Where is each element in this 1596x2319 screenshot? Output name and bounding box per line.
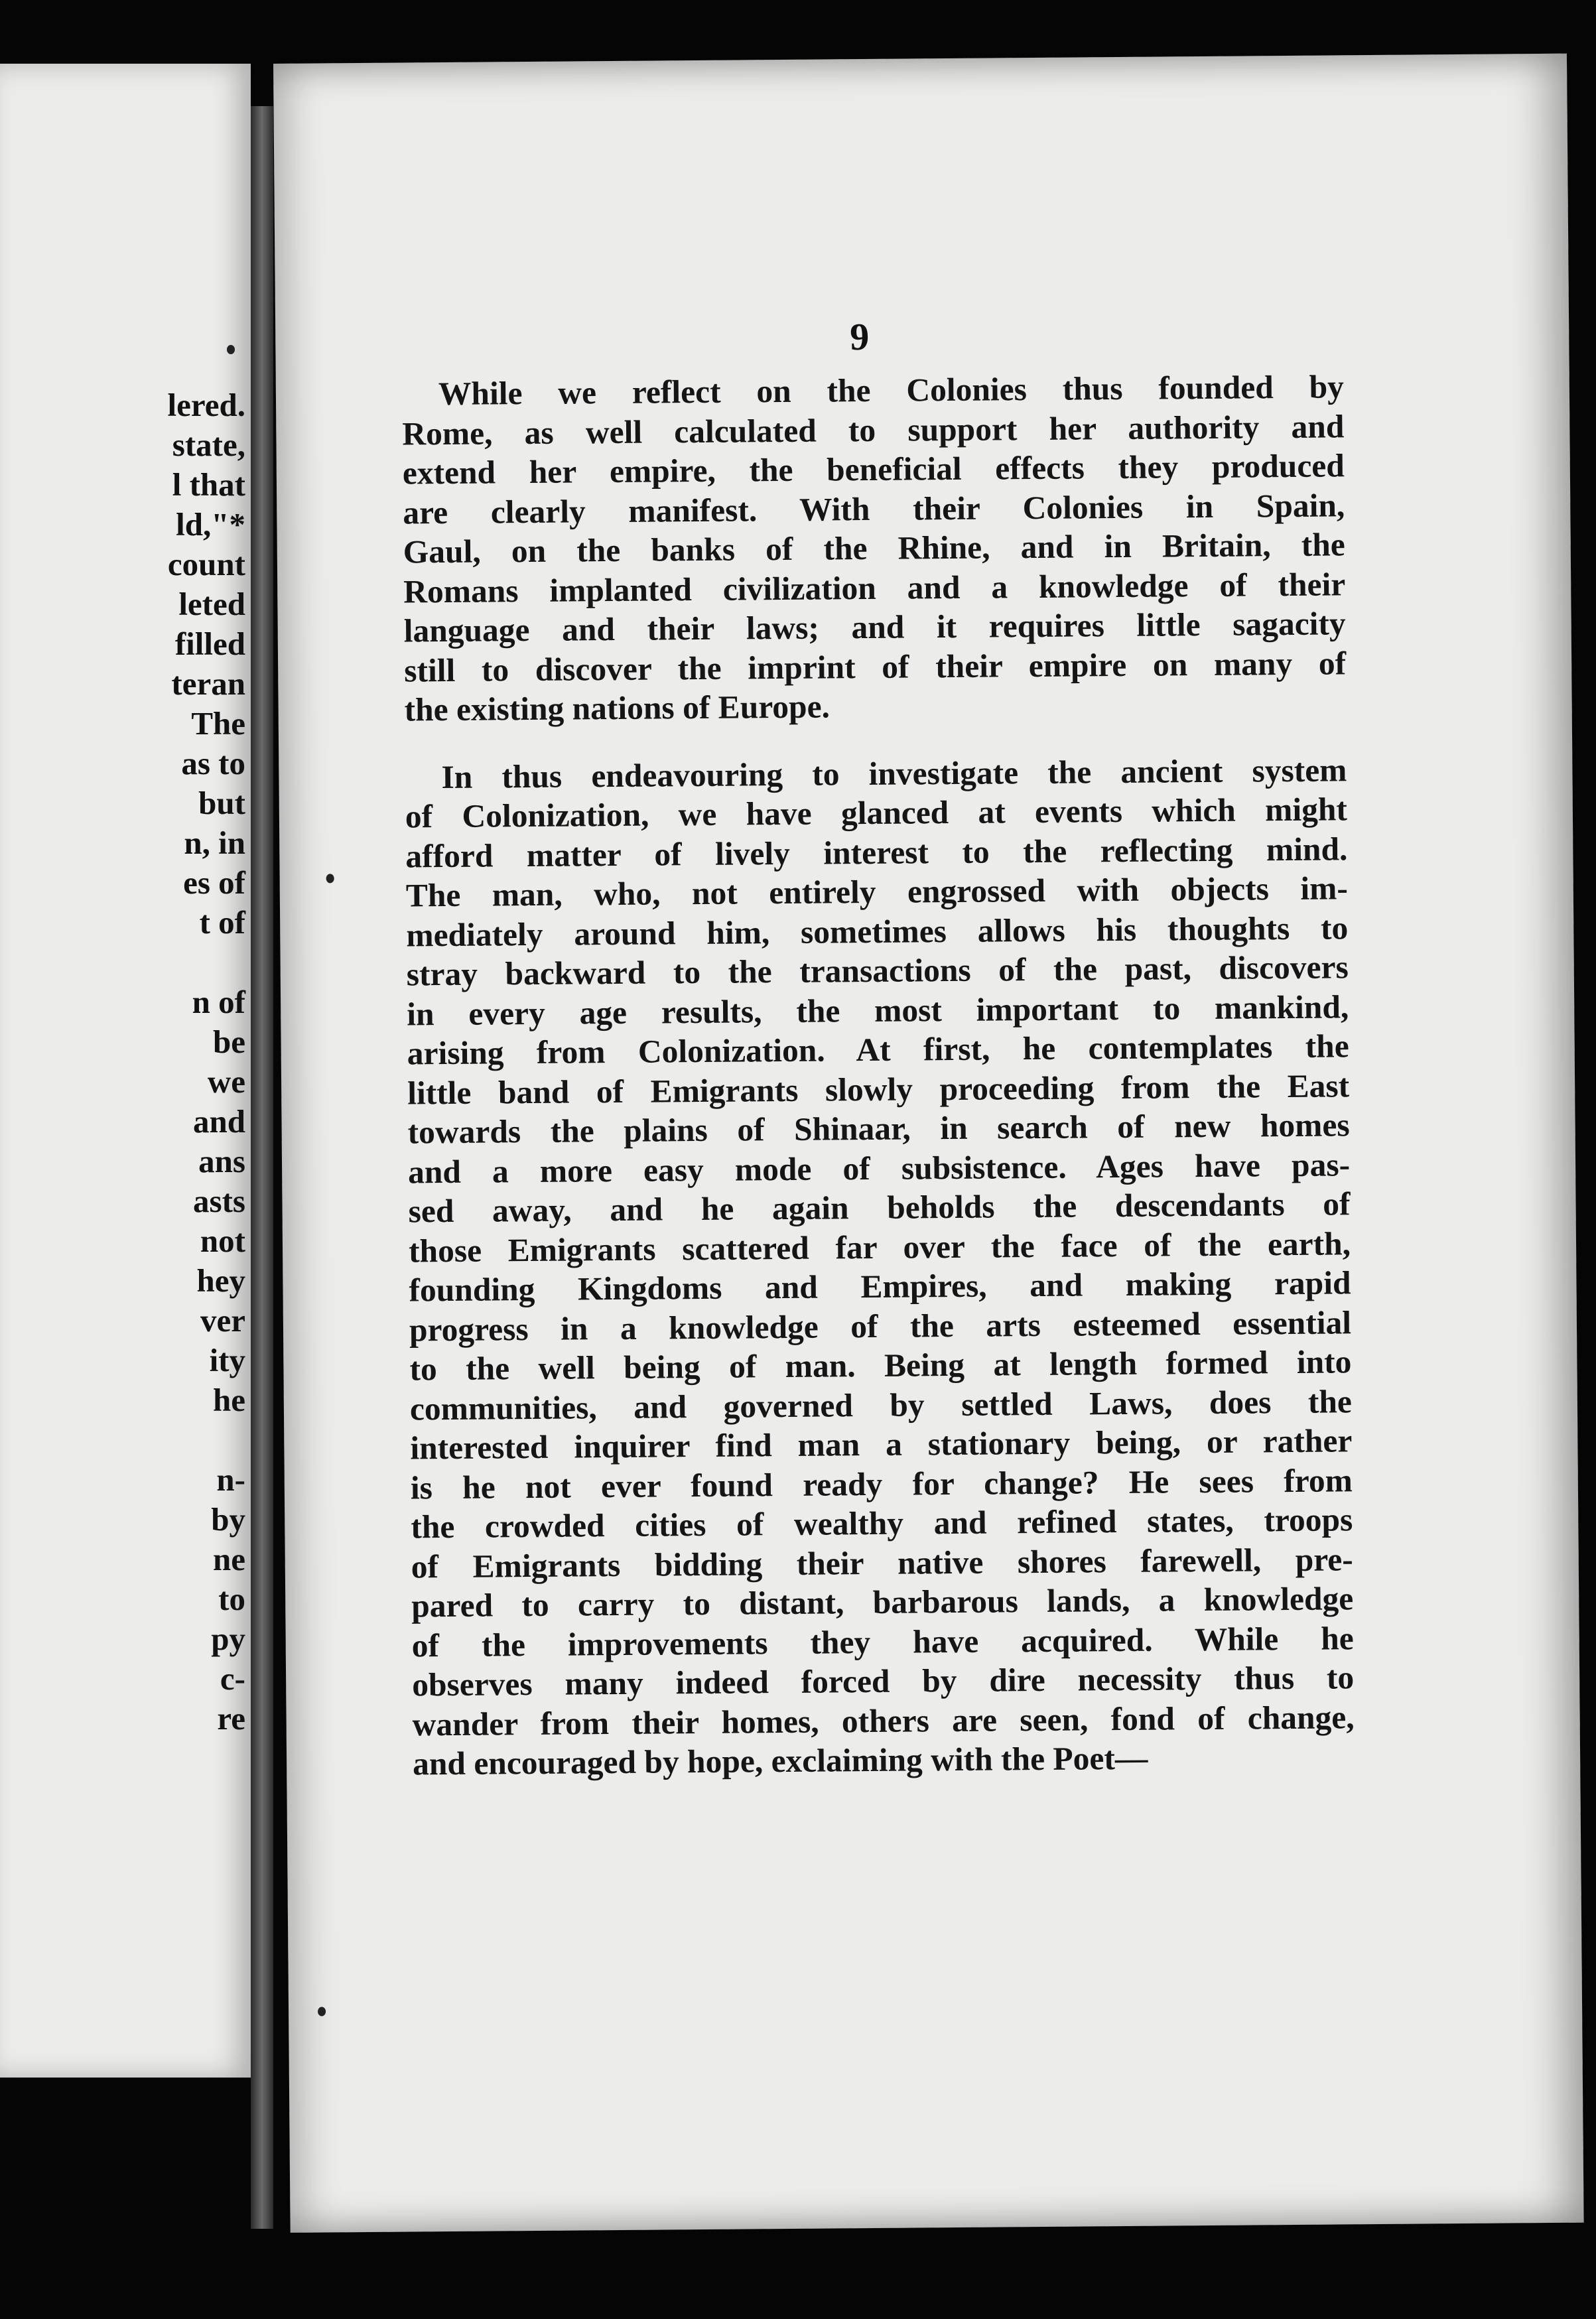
left-page-line: n, in bbox=[184, 825, 245, 861]
ink-speck bbox=[318, 2007, 326, 2016]
text-line: wander from their homes, others are seen, fond of change, bbox=[412, 1698, 1355, 1743]
text-line: and encouraged by hope, exclaiming with the Poet— bbox=[412, 1739, 1148, 1782]
left-page-line: count bbox=[167, 546, 245, 582]
text-line: Rome, as well calculated to support her authority and bbox=[402, 407, 1345, 452]
text-line: towards the plains of Shinaar, in search of new homes bbox=[407, 1106, 1350, 1151]
right-page bbox=[273, 54, 1584, 2233]
left-page-line: filled bbox=[174, 626, 245, 662]
text-line: arising from Colonization. At first, he contemplates the bbox=[407, 1027, 1349, 1072]
text-line: language and their laws; and it requires little sagacity bbox=[403, 605, 1346, 649]
left-page-line: to bbox=[218, 1581, 245, 1617]
left-page-line: we bbox=[207, 1063, 245, 1100]
text-line: are clearly manifest. With their Colonies in Spain, bbox=[403, 486, 1345, 531]
left-page-line: hey bbox=[196, 1262, 245, 1299]
left-page-line: l that bbox=[172, 466, 245, 503]
left-page-line: n- bbox=[216, 1461, 245, 1498]
text-line: of Emigrants bidding their native shores farewell, pre- bbox=[411, 1540, 1353, 1585]
text-line: interested inquirer find man a stationary being, or rather bbox=[410, 1422, 1353, 1467]
ink-speck bbox=[227, 345, 235, 354]
left-page-line: ans bbox=[198, 1143, 245, 1179]
text-line: of the improvements they have acquired. While he bbox=[411, 1619, 1354, 1664]
left-page-line: ne bbox=[213, 1541, 245, 1577]
text-line: stray backward to the transactions of the past, discovers bbox=[406, 949, 1349, 993]
text-line: progress in a knowledge of the arts esteemed essential bbox=[409, 1303, 1352, 1348]
text-line: In thus endeavouring to investigate the ancient system bbox=[441, 751, 1347, 795]
ink-speck bbox=[326, 874, 334, 883]
left-page-line: es of bbox=[183, 864, 245, 901]
left-page-line: n of bbox=[192, 984, 245, 1020]
left-page-line: asts bbox=[193, 1183, 245, 1219]
text-line: of Colonization, we have glanced at events which might bbox=[405, 791, 1348, 835]
text-line: mediately around him, sometimes allows his thoughts to bbox=[406, 909, 1349, 953]
text-line: still to discover the imprint of their empire on many of bbox=[403, 644, 1347, 689]
text-line: extend her empire, the beneficial effects they produced bbox=[402, 447, 1345, 492]
paragraph-2 bbox=[405, 750, 1355, 1784]
book-gutter bbox=[251, 106, 273, 2229]
left-page-line: be bbox=[213, 1024, 245, 1060]
left-page-line: c- bbox=[220, 1660, 245, 1697]
left-page-line: teran bbox=[171, 665, 245, 702]
left-page-line: but bbox=[198, 785, 245, 821]
left-page bbox=[0, 64, 251, 2078]
left-page-line: t of bbox=[199, 904, 245, 941]
left-page-line: leted bbox=[178, 586, 245, 622]
text-line: Romans implanted civilization and a knowledge of their bbox=[403, 565, 1346, 610]
left-page-line: he bbox=[213, 1382, 245, 1418]
left-page-line: by bbox=[211, 1501, 245, 1538]
left-page-line: as to bbox=[181, 745, 245, 781]
text-line: to the well being of man. Being at length formed into bbox=[409, 1343, 1352, 1388]
left-page-line: not bbox=[200, 1223, 245, 1259]
text-line: pared to carry to distant, barbarous lands, a knowledge bbox=[411, 1580, 1354, 1624]
text-line: those Emigrants scattered far over the face of the earth, bbox=[408, 1225, 1351, 1269]
text-line: While we reflect on the Colonies thus founded by bbox=[438, 368, 1345, 413]
text-line: sed away, and he again beholds the descendants of bbox=[408, 1185, 1351, 1230]
text-line: afford matter of lively interest to the reflecting mind. bbox=[405, 830, 1348, 874]
text-line: The man, who, not entirely engrossed with objects im- bbox=[405, 870, 1349, 914]
left-page-line: ver bbox=[200, 1302, 245, 1339]
text-line: is he not ever found ready for change? He sees from bbox=[410, 1461, 1353, 1506]
left-page-line: re bbox=[217, 1700, 245, 1737]
text-line: and a more easy mode of subsistence. Ages have pas- bbox=[407, 1146, 1351, 1190]
text-line: the existing nations of Europe. bbox=[404, 688, 831, 728]
text-line: little band of Emigrants slowly proceeding from the East bbox=[407, 1067, 1350, 1111]
text-line: in every age results, the most important to mankind, bbox=[407, 988, 1349, 1032]
text-line: Gaul, on the banks of the Rhine, and in Britain, the bbox=[403, 526, 1345, 570]
left-page-line: ld,"* bbox=[176, 506, 245, 543]
left-page-line: lered. bbox=[167, 387, 245, 423]
left-page-line: state, bbox=[172, 427, 245, 463]
text-line: the crowded cities of wealthy and refined states, troops bbox=[411, 1501, 1353, 1546]
left-page-line: The bbox=[191, 705, 245, 742]
text-line: communities, and governed by settled Laws, does the bbox=[409, 1382, 1353, 1427]
page-number: 9 bbox=[850, 314, 870, 359]
body-text bbox=[402, 367, 1355, 1784]
left-page-line: ity bbox=[209, 1342, 245, 1378]
paragraph-1 bbox=[402, 367, 1347, 730]
text-line: observes many indeed forced by dire necessity thus to bbox=[411, 1659, 1355, 1703]
text-line: founding Kingdoms and Empires, and making rapid bbox=[409, 1264, 1351, 1309]
left-page-line: py bbox=[211, 1621, 245, 1657]
left-page-line: and bbox=[192, 1103, 245, 1140]
